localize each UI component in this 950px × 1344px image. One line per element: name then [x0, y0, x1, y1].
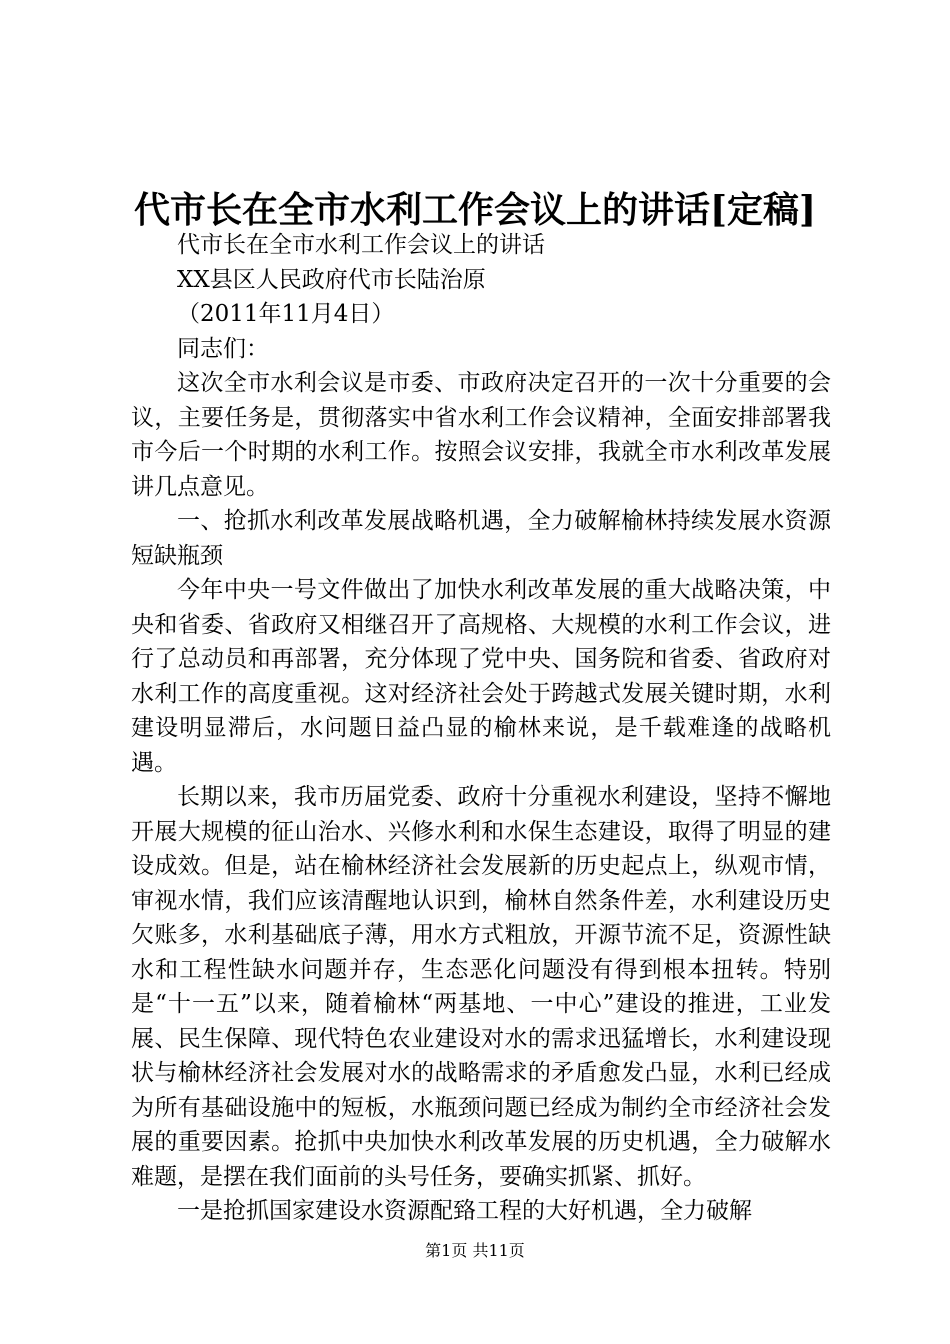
salutation: 同志们：: [177, 335, 269, 362]
speaker-line: XX县区人民政府代市长陆治原: [177, 266, 486, 293]
speech-heading: 代市长在全市水利工作会议上的讲话: [177, 232, 545, 258]
document-body: [131, 228, 831, 1229]
page-number: 第1页 共11页: [425, 1241, 525, 1260]
paragraph-point-1: 一是抢抓国家建设水资源配臵工程的大好机遇，全力破解: [177, 1198, 752, 1224]
section-heading-1: 一、抢抓水利改革发展战略机遇，全力破解榆林持续发展水资源短缺瓶颈: [131, 508, 831, 569]
paragraph-opportunity: 今年中央一号文件做出了加快水利改革发展的重大战略决策，中央和省委、省政府又相继召开了高规格、大规模的水利工作会议，进行了总动员和再部署，充分体现了党中央、国务院和省委、省政府对水利工作的高度重视。这对经济社会处于跨越式发展关键时期，水利建设明显滞后，水问题日益凸显的榆林来说，是千载难逢的战略机遇。: [131, 577, 831, 776]
paragraph-background: 长期以来，我市历届党委、政府十分重视水利建设，坚持不懈地开展大规模的征山治水、兴修水利和水保生态建设，取得了明显的建设成效。但是，站在榆林经济社会发展新的历史起点上，纵观市情，审视水情，我们应该清醒地认识到，榆林自然条件差，水利建设历史欠账多，水利基础底子薄，用水方式粗放，开源节流不足，资源性缺水和工程性缺水问题并存，生态恶化问题没有得到根本扭转。特别是“十一五”以来，随着榆林“两基地、一中心”建设的推进，工业发展、民生保障、现代特色农业建设对水的需求迅猛增长，水利建设现状与榆林经济社会发展对水的战略需求的矛盾愈发凸显，水利已经成为所有基础设施中的短板，水瓶颈问题已经成为制约全市经济社会发展的重要因素。抢抓中央加快水利改革发展的历史机遇，全力破解水难题，是摆在我们面前的头号任务，要确实抓紧、抓好。: [131, 784, 831, 1190]
document-title: 代市长在全市水利工作会议上的讲话[定稿]: [133, 189, 817, 231]
date-line: （2011年11月4日）: [177, 301, 395, 327]
paragraph-intro: 这次全市水利会议是市委、市政府决定召开的一次十分重要的会议，主要任务是，贯彻落实中省水利工作会议精神，全面安排部署我市今后一个时期的水利工作。按照会议安排，我就全市水利改革发展讲几点意见。: [131, 370, 831, 500]
